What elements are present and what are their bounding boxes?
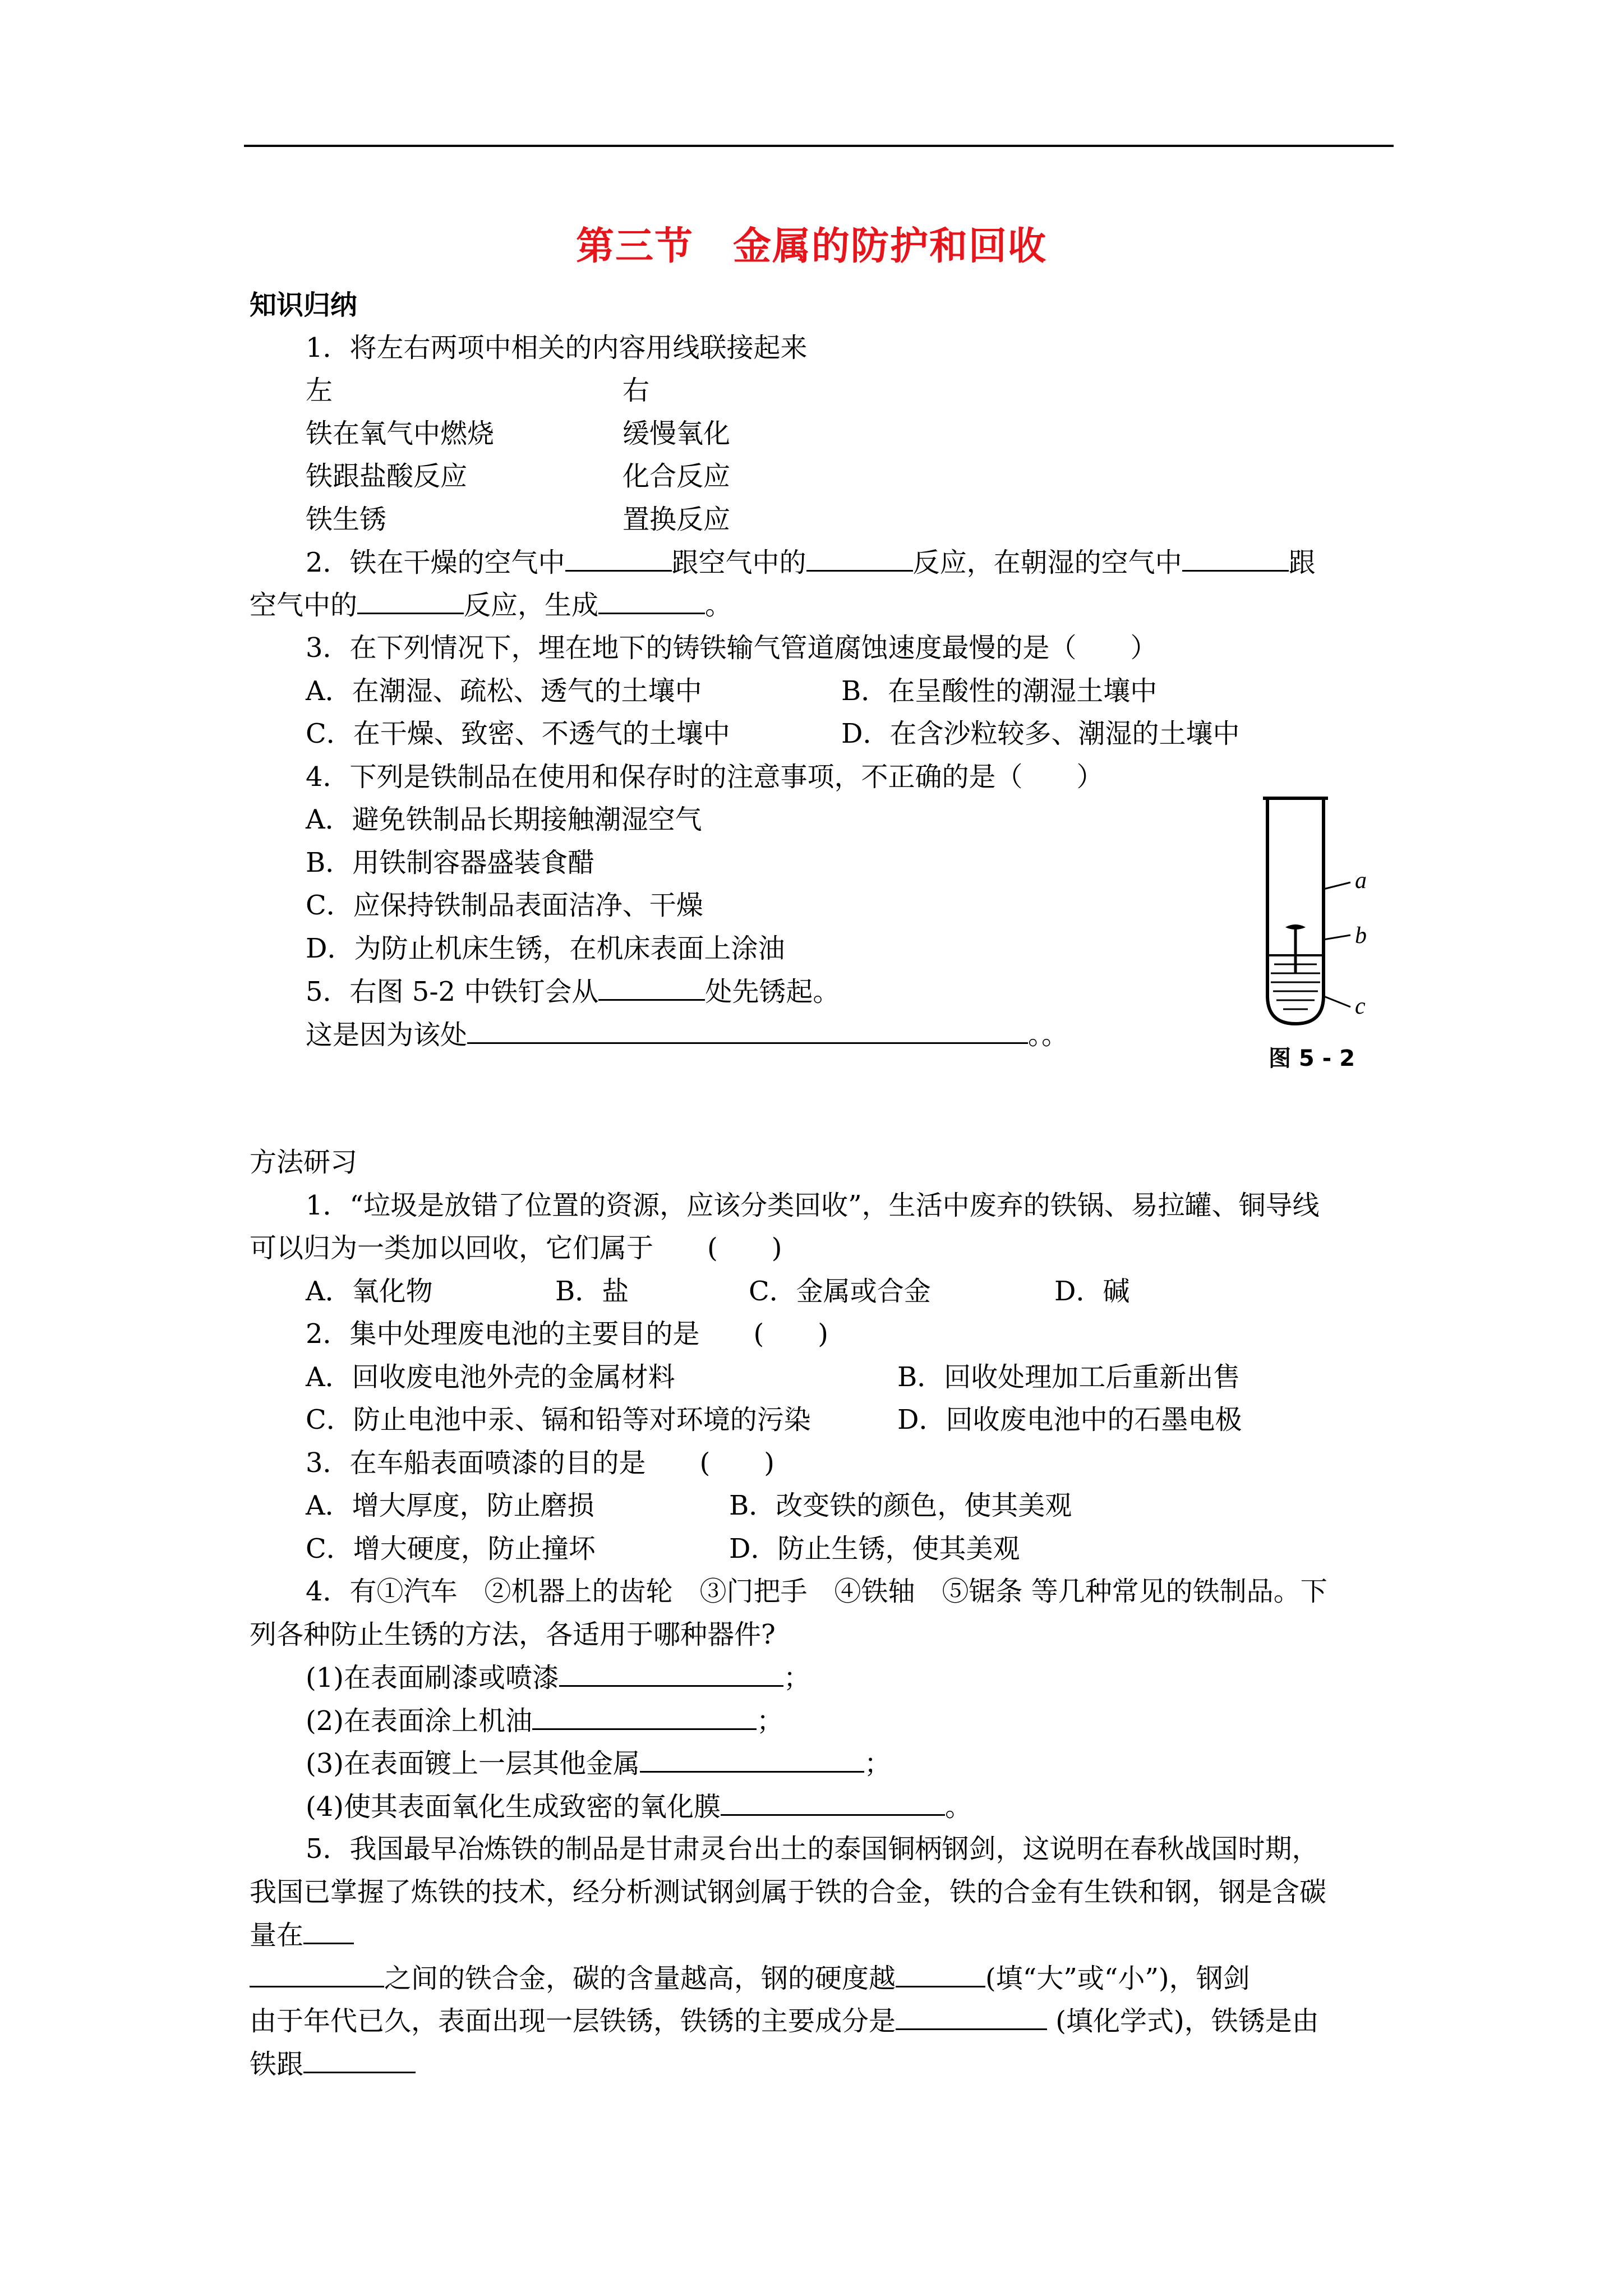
q3-option-d: D．在含沙粒较多、潮湿的土壤中 — [841, 718, 1240, 749]
q5-line2 — [306, 1016, 1068, 1053]
q2-text-b: 跟空气中的 — [671, 547, 806, 578]
m-q5-text-e: (填“大”或“小”)，钢剑 — [985, 1963, 1250, 1994]
m-q4-item-4 — [306, 1788, 972, 1825]
m-q5-blank-2[interactable] — [896, 1960, 985, 1987]
m-q5-text-f: 由于年代已久，表面出现一层铁锈，铁锈的主要成分是 — [250, 2005, 896, 2037]
page-title: 第三节 金属的防护和回收 — [575, 224, 1047, 269]
q2-blank-3[interactable] — [1182, 544, 1289, 572]
m-q4-blank-3[interactable] — [640, 1745, 864, 1773]
q3-option-b: B．在呈酸性的潮湿土壤中 — [841, 675, 1158, 707]
m-q1-option-b: B．盐 — [555, 1276, 629, 1307]
m-q4-item-1 — [306, 1659, 810, 1696]
q2-text-f: 反应，生成 — [464, 590, 599, 621]
q5-blank-1[interactable] — [598, 973, 705, 1001]
m-q5-text-d: 之间的铁合金，碳的含量越高，钢的硬度越 — [384, 1963, 896, 1994]
m-q4-item-2-text: (2)在表面涂上机油 — [306, 1705, 532, 1737]
q2-text-g: 。 — [705, 590, 732, 621]
match-header-right: 右 — [623, 375, 650, 406]
m-q4-line1: 4．有①汽车 ②机器上的齿轮 ③门把手 ④铁轴 ⑤锯条 等几种常见的铁制品。下 — [306, 1576, 1327, 1607]
m-q3-option-d: D．防止生锈，使其美观 — [729, 1533, 1020, 1565]
m-q5-line5 — [250, 2003, 1319, 2039]
m-q5-line6 — [250, 2046, 416, 2082]
m-q4-line2: 列各种防止生锈的方法，各适用于哪种器件? — [250, 1619, 776, 1650]
m-q5-blank-4[interactable] — [303, 2046, 416, 2073]
match-right-item: 化合反应 — [623, 461, 731, 492]
m-q1-option-d: D．碱 — [1054, 1276, 1130, 1307]
q2-line2 — [250, 587, 732, 623]
q4-text: 4．下列是铁制品在使用和保存时的注意事项，不正确的是（ ） — [306, 761, 1104, 793]
m-q4-item-2 — [306, 1703, 783, 1739]
header-rule — [244, 145, 1394, 147]
section-heading-methods: 方法研习 — [250, 1147, 358, 1178]
q2-blank-1[interactable] — [565, 544, 672, 572]
m-q4-blank-1[interactable] — [559, 1659, 783, 1687]
m-q2-text: 2．集中处理废电池的主要目的是 ( ) — [306, 1318, 828, 1350]
m-q4-item-2-end: ； — [757, 1705, 784, 1737]
match-right-item: 缓慢氧化 — [623, 418, 731, 449]
m-q5-blank-3[interactable] — [896, 2003, 1047, 2030]
match-left-item: 铁生锈 — [306, 504, 387, 535]
m-q1-option-a: A．氧化物 — [306, 1276, 433, 1307]
m-q4-blank-2[interactable] — [532, 1703, 757, 1730]
m-q3-option-b: B．改变铁的颜色，使其美观 — [729, 1490, 1072, 1521]
m-q3-option-a: A．增大厚度，防止磨损 — [306, 1490, 594, 1521]
q2-blank-2[interactable] — [806, 544, 913, 572]
fig-label-b: b — [1355, 923, 1367, 949]
m-q4-item-3-end: ； — [864, 1748, 892, 1779]
q2-blank-5[interactable] — [598, 587, 705, 614]
fig-label-a: a — [1355, 868, 1367, 894]
m-q4-item-3 — [306, 1745, 891, 1782]
q3-option-a: A．在潮湿、疏松、透气的土壤中 — [306, 675, 702, 707]
m-q2-option-c: C．防止电池中汞、镉和铅等对环境的污染 — [306, 1404, 811, 1435]
q2-text-a: 2．铁在干燥的空气中 — [306, 547, 565, 578]
m-q1-option-c: C．金属或合金 — [749, 1276, 931, 1307]
section-heading-knowledge: 知识归纳 — [250, 289, 358, 321]
q5-text-b: 处先锈起。 — [705, 976, 840, 1007]
m-q2-option-d: D．回收废电池中的石墨电极 — [897, 1404, 1242, 1435]
m-q3-option-c: C．增大硬度，防止撞坏 — [306, 1533, 596, 1565]
q1-text: 1．将左右两项中相关的内容用线联接起来 — [306, 332, 808, 364]
m-q4-item-1-text: (1)在表面刷漆或喷漆 — [306, 1662, 559, 1694]
m-q4-blank-4[interactable] — [721, 1788, 945, 1816]
match-left-item: 铁跟盐酸反应 — [306, 461, 468, 492]
m-q4-item-4-text: (4)使其表面氧化生成致密的氧化膜 — [306, 1791, 721, 1823]
m-q2-option-a: A．回收废电池外壳的金属材料 — [306, 1361, 675, 1393]
figure-caption: 图 5 - 2 — [1269, 1046, 1355, 1071]
m-q5-blank-1a[interactable] — [303, 1917, 354, 1944]
test-tube-figure — [1251, 794, 1380, 1080]
q4-option-c: C．应保持铁制品表面洁净、干燥 — [306, 890, 703, 921]
q2-blank-4[interactable] — [357, 587, 464, 614]
m-q3-text: 3．在车船表面喷漆的目的是 ( ) — [306, 1447, 774, 1479]
q4-option-a: A．避免铁制品长期接触潮湿空气 — [306, 804, 702, 835]
q2-line1 — [306, 544, 1316, 581]
match-left-item: 铁在氧气中燃烧 — [306, 418, 495, 449]
fig-label-c: c — [1355, 993, 1366, 1019]
m-q1-line2: 可以归为一类加以回收，它们属于 ( ) — [250, 1232, 782, 1264]
m-q5-text-g: (填化学式)，铁锈是由 — [1055, 2005, 1319, 2037]
q4-option-b: B．用铁制容器盛装食醋 — [306, 847, 595, 878]
q5-text-d: 。。 — [1028, 1019, 1069, 1051]
m-q4-item-4-end: 。 — [945, 1791, 972, 1823]
m-q5-line4 — [250, 1960, 1250, 1996]
match-right-item: 置换反应 — [623, 504, 731, 535]
q2-text-c: 反应，在朝湿的空气中 — [912, 547, 1182, 578]
q3-text: 3．在下列情况下，埋在地下的铸铁输气管道腐蚀速度最慢的是（ ） — [306, 632, 1158, 664]
q2-text-d: 跟 — [1288, 547, 1316, 578]
m-q5-line2: 我国已掌握了炼铁的技术，经分析测试钢剑属于铁的合金，铁的合金有生铁和钢，钢是含碳 — [250, 1876, 1327, 1908]
m-q2-option-b: B．回收处理加工后重新出售 — [897, 1361, 1241, 1393]
m-q5-blank-1b[interactable] — [250, 1960, 384, 1987]
m-q5-text-h: 铁跟 — [250, 2049, 304, 2080]
match-header-left: 左 — [306, 375, 333, 406]
q3-option-c: C．在干燥、致密、不透气的土壤中 — [306, 718, 730, 749]
m-q5-line3 — [250, 1917, 354, 1953]
m-q5-text-c: 量在 — [250, 1920, 304, 1951]
m-q1-line1: 1．“垃圾是放错了位置的资源，应该分类回收”，生活中废弃的铁锅、易拉罐、铜导线 — [306, 1190, 1320, 1221]
m-q4-item-1-end: ； — [783, 1662, 811, 1694]
m-q5-line1: 5．我国最早冶炼铁的制品是甘肃灵台出土的泰国铜柄钢剑，这说明在春秋战国时期， — [306, 1833, 1319, 1865]
q5-text-c: 这是因为该处 — [306, 1019, 468, 1051]
q4-option-d: D．为防止机床生锈，在机床表面上涂油 — [306, 933, 785, 964]
q5-text-a: 5．右图 5-2 中铁钉会从 — [306, 976, 599, 1007]
q5-line1 — [306, 973, 840, 1010]
q2-text-e: 空气中的 — [250, 590, 358, 621]
q5-blank-2[interactable] — [467, 1016, 1028, 1044]
m-q4-item-3-text: (3)在表面镀上一层其他金属 — [306, 1748, 640, 1779]
